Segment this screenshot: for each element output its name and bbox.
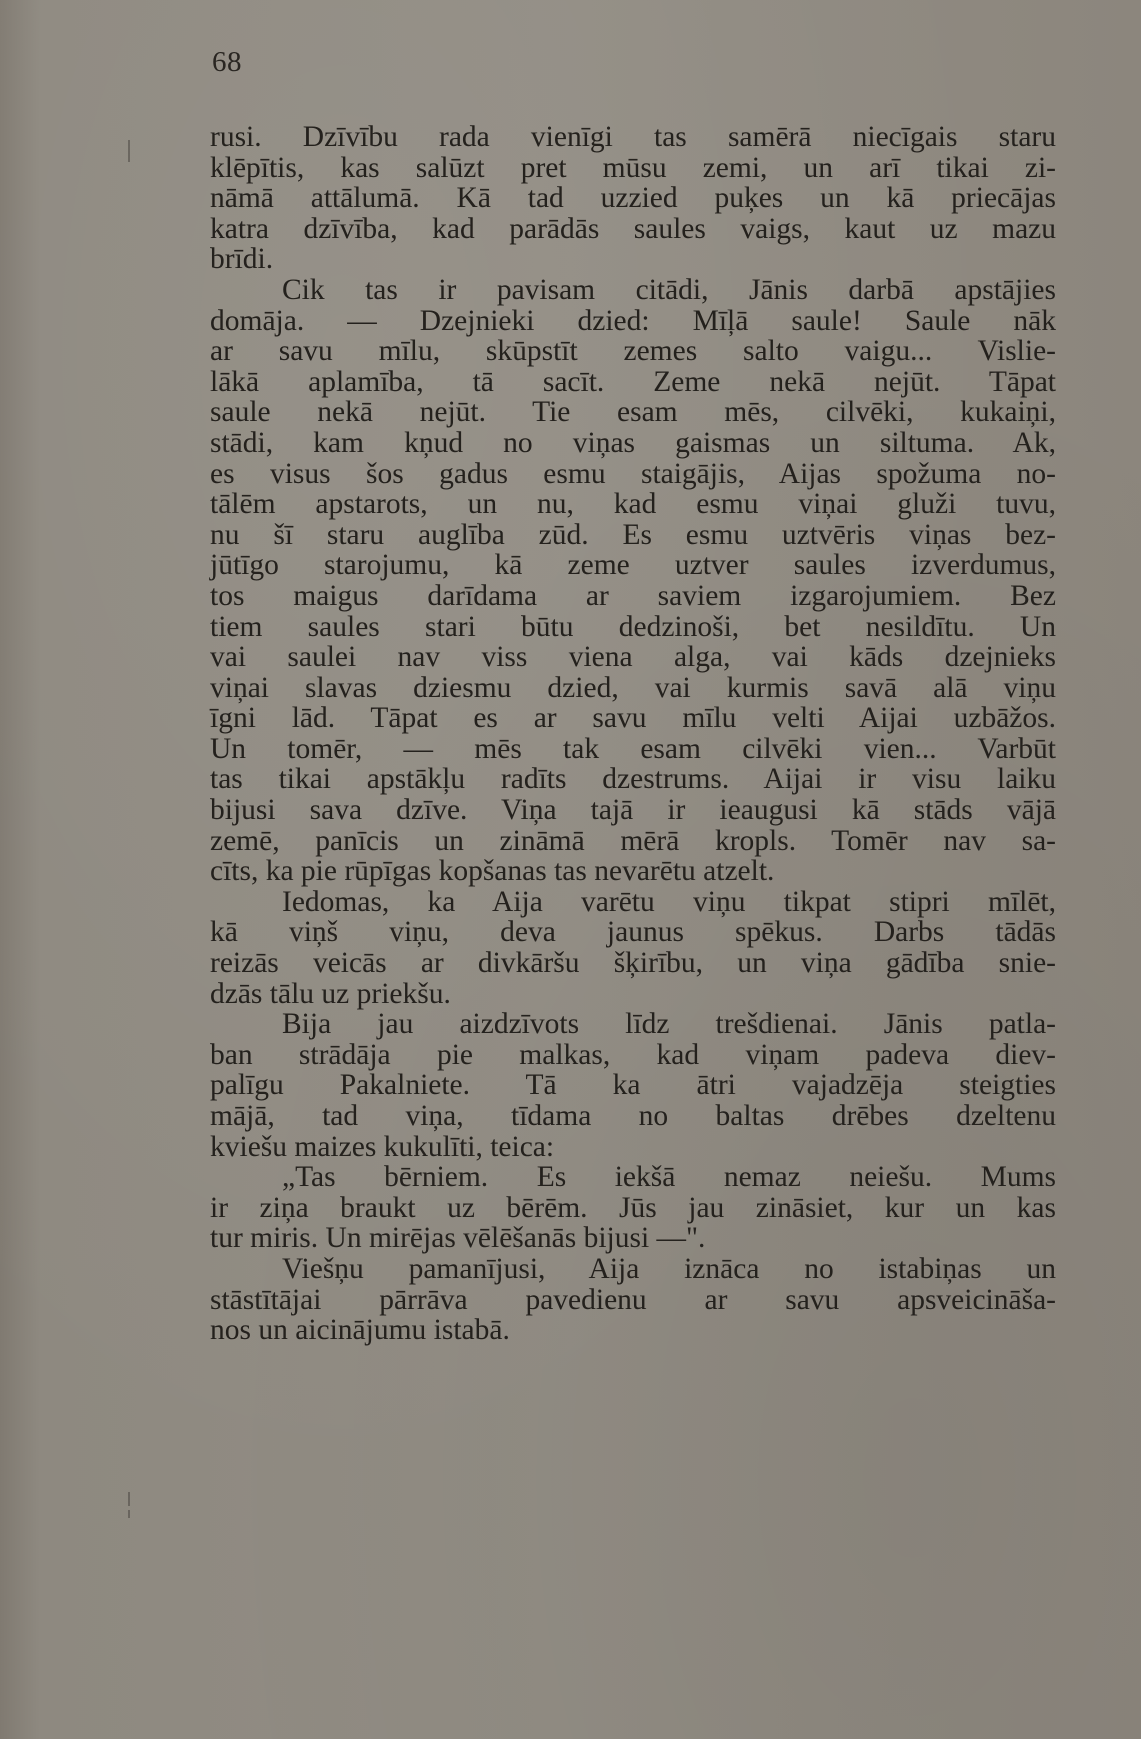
text-line: viņai slavas dziesmu dzied, vai kurmis savā alā viņu	[210, 671, 1056, 704]
text-line: Viešņu pamanījusi, Aija iznāca no istabiņas un	[282, 1252, 1056, 1285]
text-line: dzās tālu uz priekšu.	[210, 977, 451, 1010]
text-line: domāja. — Dzejnieki dzied: Mīļā saule! Saule nāk	[210, 304, 1056, 337]
body-text	[210, 122, 1056, 1346]
text-line: mājā, tad viņa, tīdama no baltas drēbes dzeltenu	[210, 1100, 1056, 1132]
text-line: tos maigus darīdama ar saviem izgarojumiem. Bez	[210, 579, 1056, 612]
text-line: klēpītis, kas salūzt pret mūsu zemi, un arī tikai zi-	[210, 151, 1056, 184]
text-line: nu šī staru auglība zūd. Es esmu uztvēris viņas bez-	[210, 518, 1056, 551]
text-line: kviešu maizes kukulīti, teica:	[210, 1130, 555, 1163]
text-line: Un tomēr, — mēs tak esam cilvēki vien... Varbūt	[210, 732, 1056, 765]
text-line: tiem saules stari būtu dedzinoši, bet nesildītu. Un	[210, 610, 1056, 643]
text-line: īgni lād. Tāpat es ar savu mīlu velti Aijai uzbāžos.	[210, 702, 1056, 735]
text-line: palīgu Pakalniete. Tā ka ātri vajadzēja steigties	[210, 1069, 1056, 1102]
text-line: brīdi.	[210, 243, 274, 276]
text-line: tālēm apstarots, un nu, kad esmu viņai gluži tuvu,	[210, 488, 1056, 521]
text-line: ar savu mīlu, skūpstīt zemes salto vaigu... Vislie-	[210, 335, 1056, 368]
text-line: tas tikai apstākļu radīts dzestrums. Aijai ir visu laiku	[210, 763, 1056, 796]
text-line: stādi, kam kņud no viņas gaismas un siltuma. Ak,	[210, 426, 1056, 459]
text-line: stāstītājai pārrāva pavedienu ar savu apsveicināša-	[210, 1283, 1056, 1316]
text-line: ban strādāja pie malkas, kad viņam padeva diev-	[210, 1038, 1056, 1071]
margin-mark	[128, 1510, 130, 1518]
text-line: lākā aplamība, tā sacīt. Zeme nekā nejūt. Tāpat	[210, 365, 1056, 398]
text-line: Bija jau aizdzīvots līdz trešdienai. Jānis patla-	[282, 1008, 1056, 1041]
text-line: vai saulei nav viss viena alga, vai kāds dzejnieks	[210, 641, 1056, 674]
text-line: cīts, ka pie rūpīgas kopšanas tas nevarētu atzelt.	[210, 855, 775, 888]
text-line: tur miris. Un mirējas vēlēšanās bijusi —".	[210, 1222, 706, 1255]
text-line: nāmā attālumā. Kā tad uzzied puķes un kā priecājas	[210, 182, 1056, 215]
margin-mark	[128, 1492, 130, 1506]
text-line: es visus šos gadus esmu staigājis, Aijas spožuma no-	[210, 457, 1056, 490]
text-line: rusi. Dzīvību rada vienīgi tas samērā niecīgais staru	[210, 121, 1056, 153]
text-line: kā viņš viņu, deva jaunus spēkus. Darbs tādās	[210, 916, 1056, 949]
text-line: saule nekā nejūt. Tie esam mēs, cilvēki, kukaiņi,	[210, 396, 1056, 429]
text-line: reizās veicās ar divkāršu šķirību, un viņa gādība snie-	[210, 947, 1056, 980]
text-line: „Tas bērniem. Es iekšā nemaz neiešu. Mums	[282, 1161, 1056, 1194]
text-line: Cik tas ir pavisam citādi, Jānis darbā apstājies	[282, 273, 1056, 306]
text-line: ir ziņa braukt uz bērēm. Jūs jau zināsiet, kur un kas	[210, 1191, 1056, 1224]
text-line: nos un aicinājumu istabā.	[210, 1314, 510, 1347]
margin-mark	[128, 140, 130, 162]
text-line: zemē, panīcis un zināmā mērā kropls. Tomēr nav sa-	[210, 824, 1056, 857]
page-number: 68	[212, 46, 242, 78]
text-line: Iedomas, ka Aija varētu viņu tikpat stipri mīlēt,	[282, 885, 1056, 918]
text-line: katra dzīvība, kad parādās saules vaigs, kaut uz mazu	[210, 212, 1056, 245]
text-line: bijusi sava dzīve. Viņa tajā ir ieaugusi kā stāds vājā	[210, 794, 1056, 827]
text-line: jūtīgo starojumu, kā zeme uztver saules izverdumus,	[210, 549, 1056, 582]
